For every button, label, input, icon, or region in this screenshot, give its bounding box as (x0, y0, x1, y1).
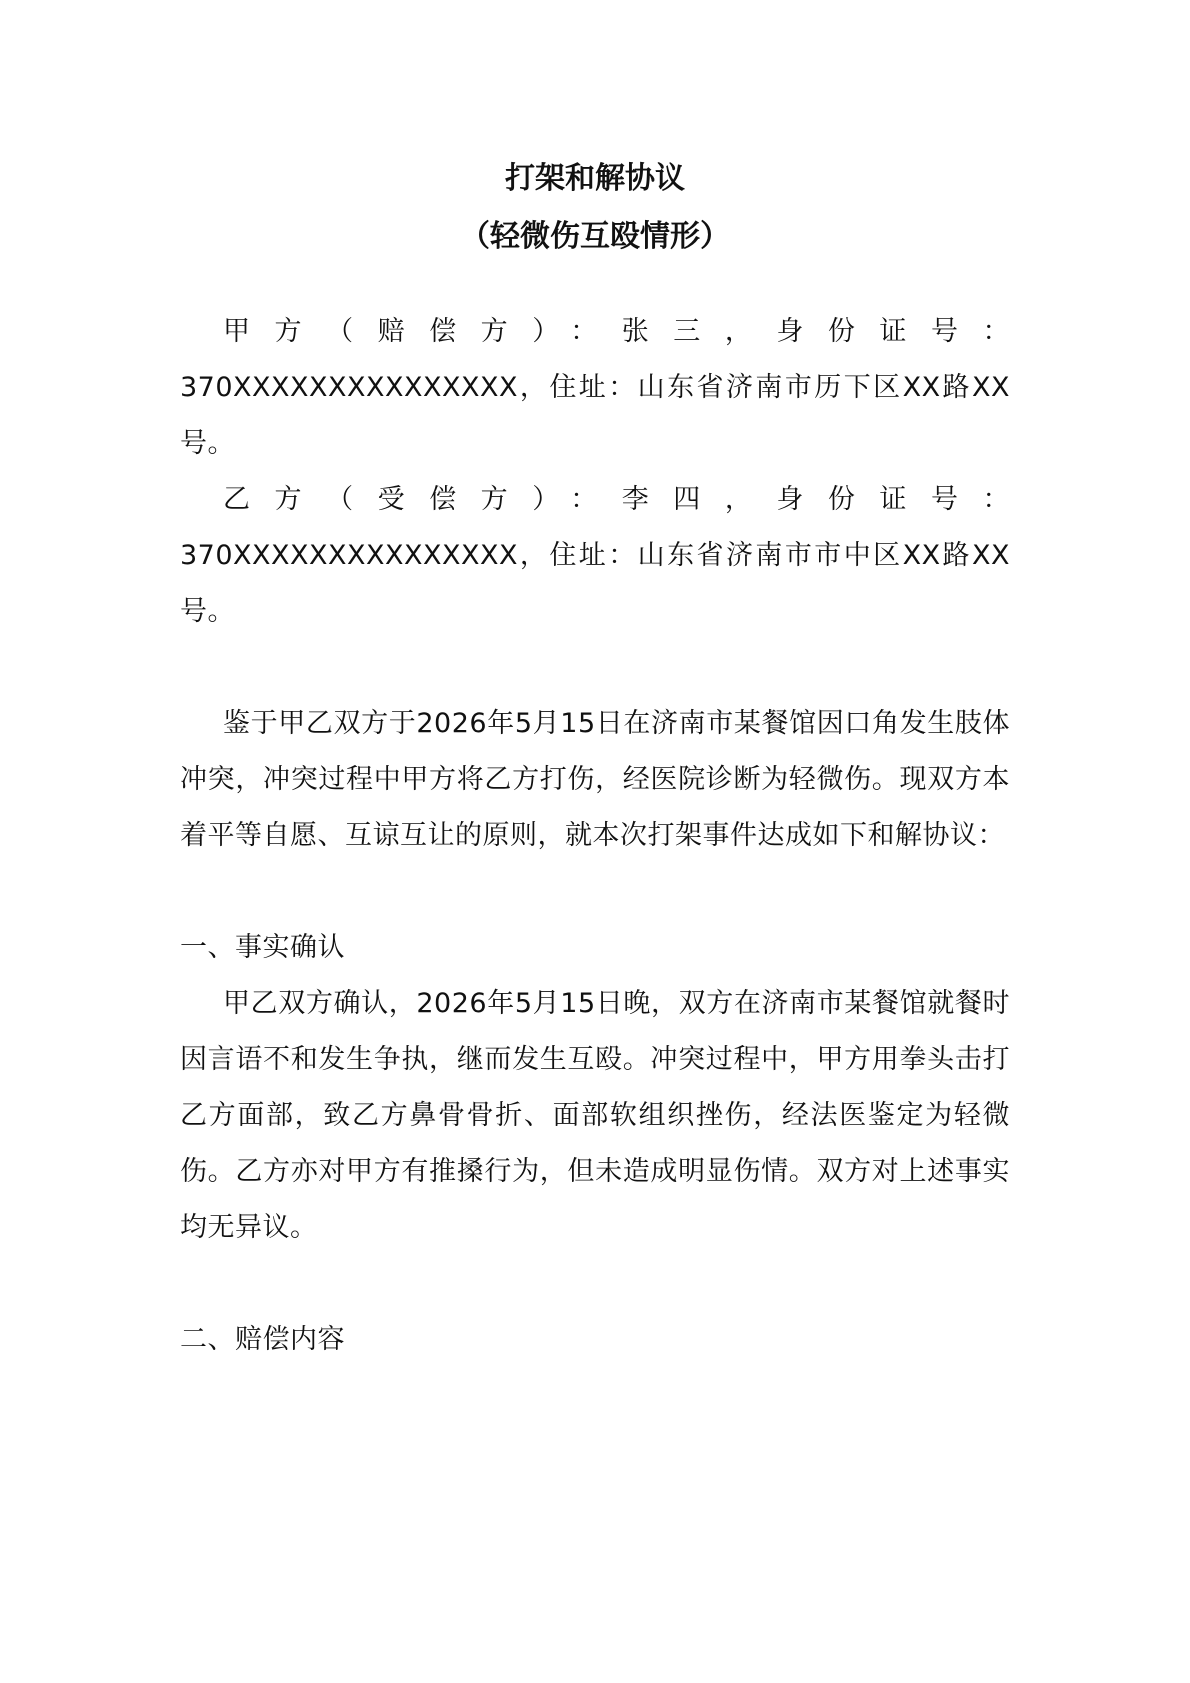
document-title: 打架和解协议 (505, 161, 685, 196)
party-a-paragraph: 甲方（赔偿方）：张三，身份证号：370XXXXXXXXXXXXXXX，住址：山东省济南市历下区XX路XX号。 (180, 316, 1010, 459)
spacer (180, 864, 1010, 920)
preamble-paragraph: 鉴于甲乙双方于2026年5月15日在济南市某餐馆因口角发生肢体冲突，冲突过程中甲方将乙方打伤，经医院诊断为轻微伤。现双方本着平等自愿、互谅互让的原则，就本次打架事件达成如下和解协议： (180, 708, 1010, 851)
party-b-paragraph: 乙方（受偿方）：李四，身份证号：370XXXXXXXXXXXXXXX，住址：山东省济南市市中区XX路XX号。 (180, 484, 1010, 627)
section-1-body: 甲乙双方确认，2026年5月15日晚，双方在济南市某餐馆就餐时因言语不和发生争执，继而发生互殴。冲突过程中，甲方用拳头击打乙方面部，致乙方鼻骨骨折、面部软组织挫伤，经法医鉴定为轻微伤。乙方亦对甲方有推搡行为，但未造成明显伤情。双方对上述事实均无异议。 (180, 988, 1010, 1243)
section-2-heading: 二、赔偿内容 (180, 1324, 345, 1355)
spacer (180, 640, 1010, 696)
section-1-heading: 一、事实确认 (180, 932, 345, 963)
title-block (180, 150, 1010, 266)
document-page (180, 150, 1010, 1368)
spacer (180, 1256, 1010, 1312)
document-subtitle: （轻微伤互殴情形） (460, 219, 730, 254)
